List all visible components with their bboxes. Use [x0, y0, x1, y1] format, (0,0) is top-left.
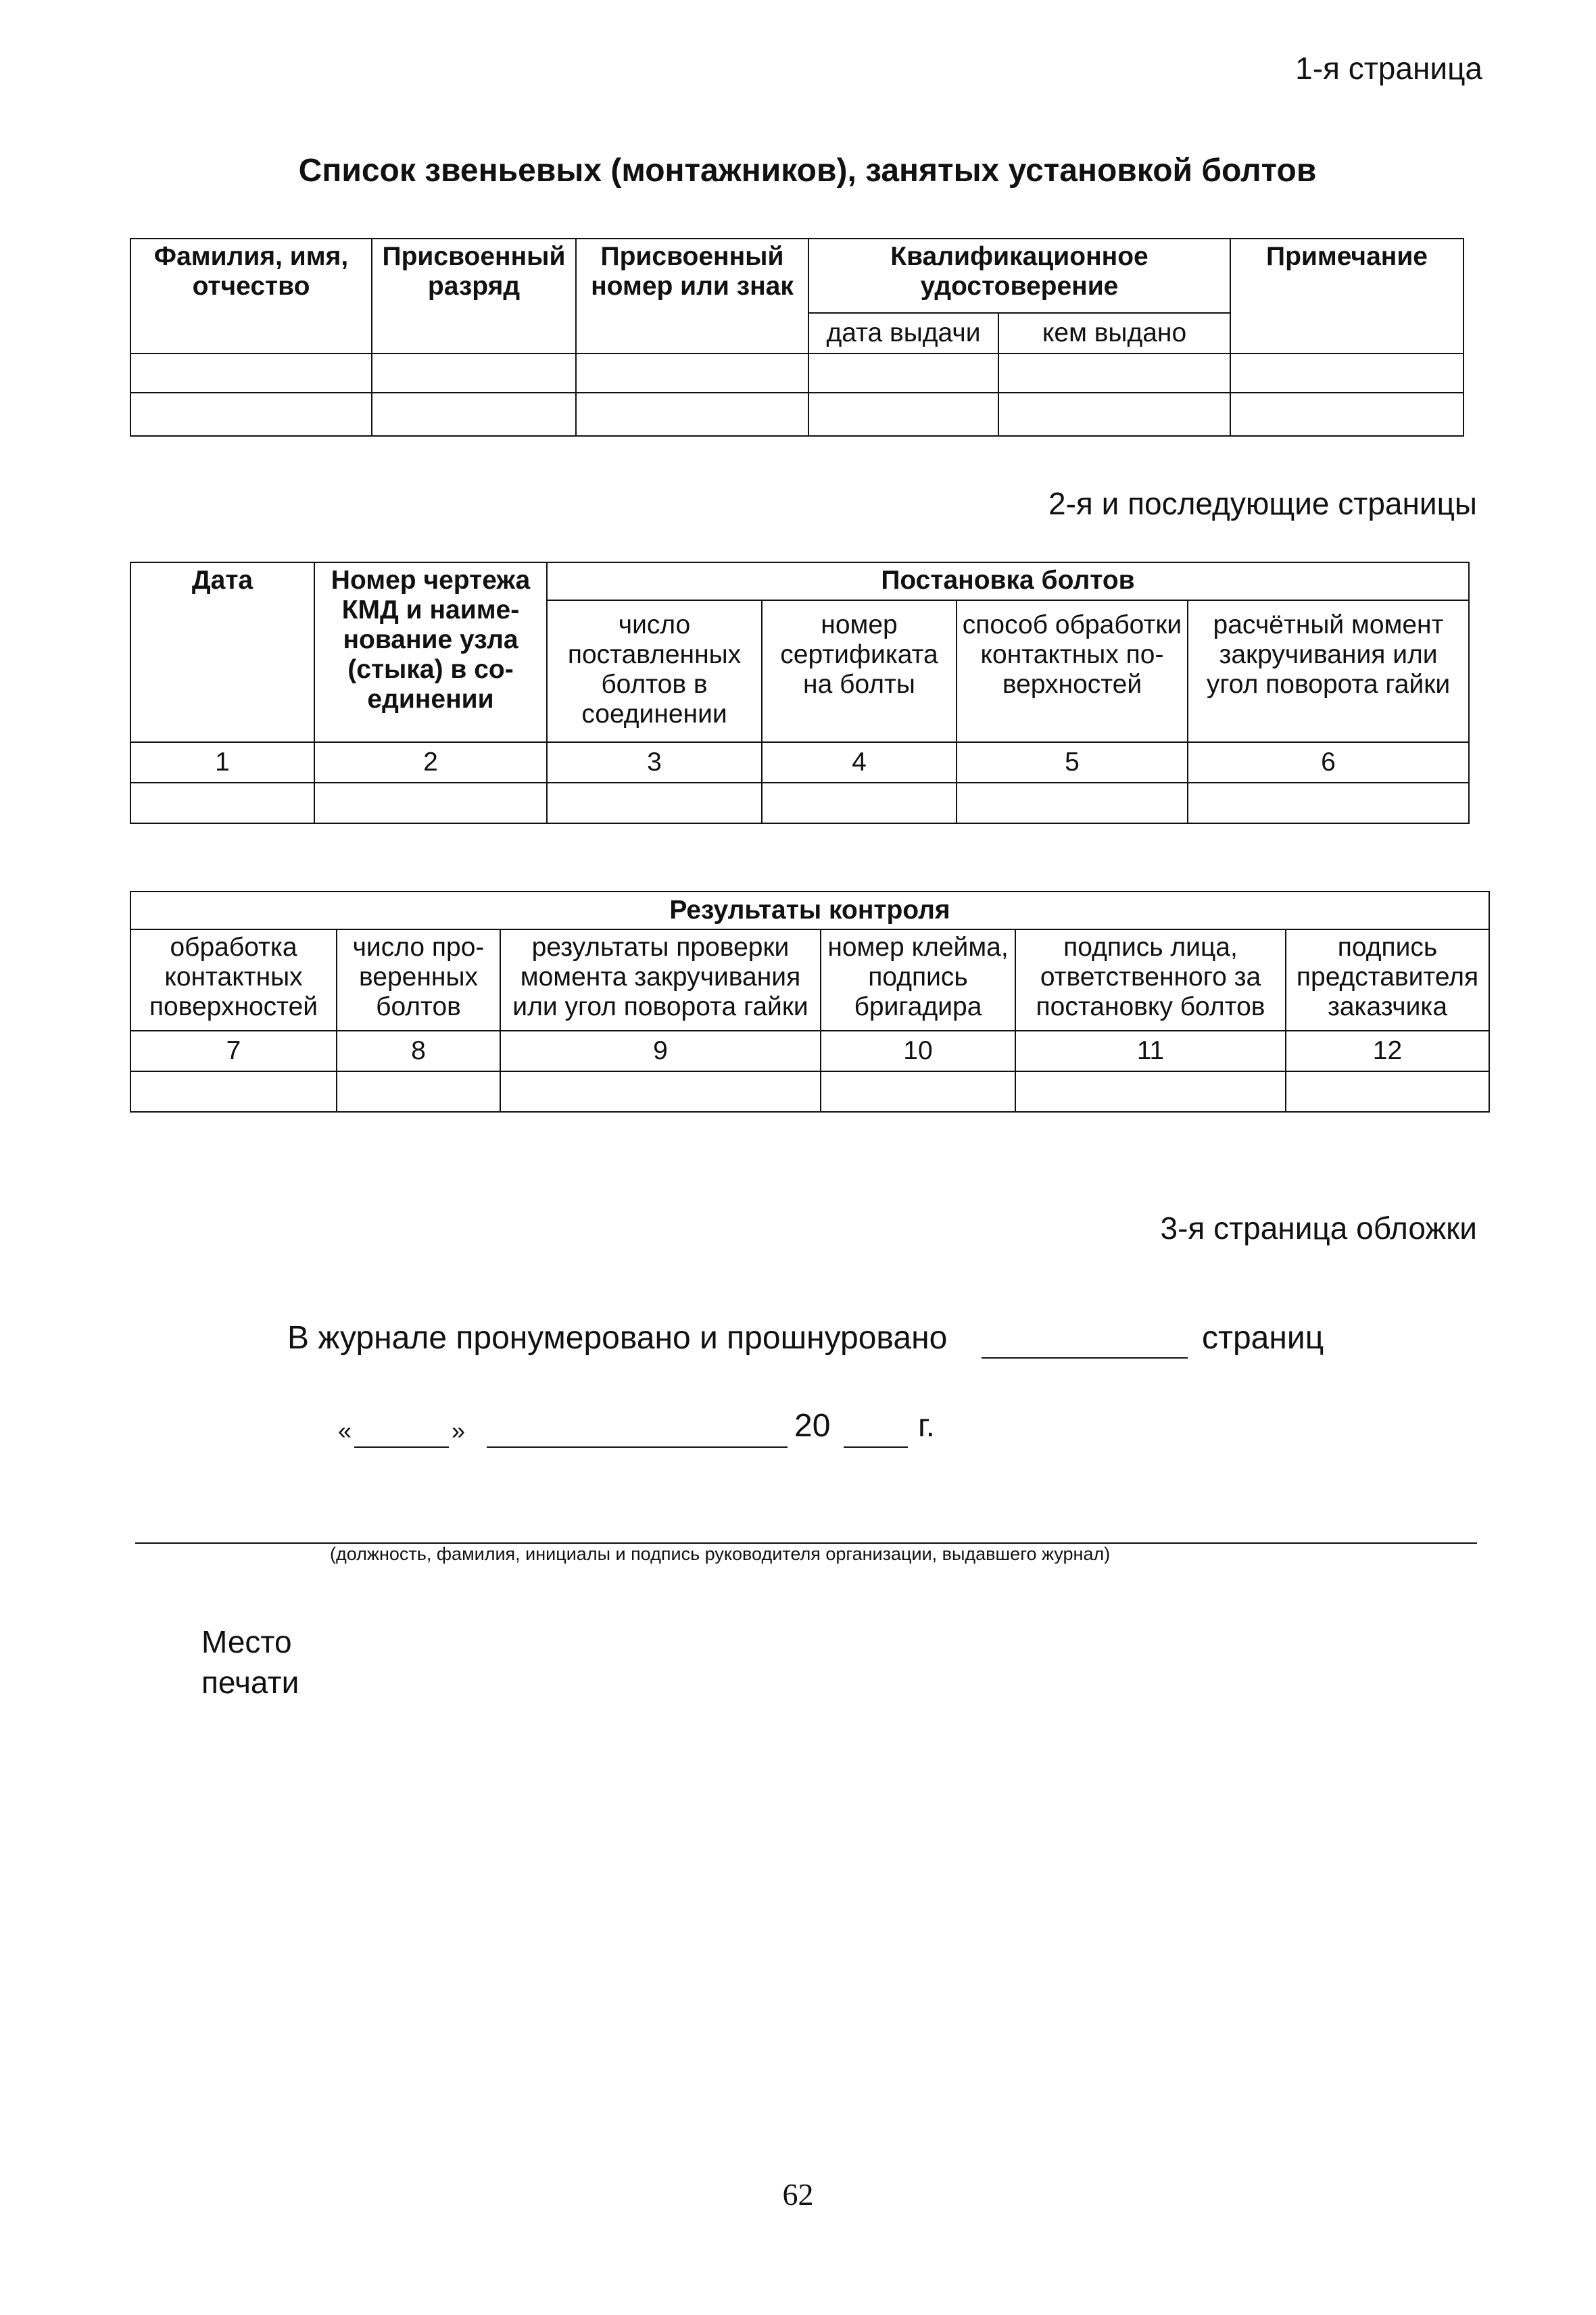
column-number: 8	[337, 1031, 500, 1071]
header-surface-treatment: обработка контактных поверхностей	[130, 929, 337, 1031]
table-cell	[372, 354, 576, 393]
header-responsible-signature: подпись лица, ответственного за постановку болтов	[1015, 929, 1286, 1031]
header-surface-method: способ обработки контактных по-верхностей	[957, 600, 1188, 742]
table-cell	[1015, 1071, 1286, 1112]
table-cell	[808, 354, 998, 393]
column-number: 6	[1188, 742, 1469, 783]
table-cell	[762, 783, 957, 823]
header-rank: Присвоенный разряд	[372, 239, 576, 354]
signature-caption: (должность, фамилия, инициалы и подпись руководителя организации, выдавшего журнал)	[330, 1544, 1111, 1564]
control-results-table	[130, 891, 1490, 1113]
column-number: 7	[130, 1031, 337, 1071]
year-suffix: г.	[918, 1408, 935, 1444]
date-line	[338, 1408, 946, 1453]
header-brand-number: номер клейма, подпись бригадира	[821, 929, 1015, 1031]
bolt-installation-table	[130, 562, 1470, 824]
day-blank	[354, 1413, 449, 1448]
header-issued-by: кем выдано	[998, 313, 1230, 354]
header-torque: расчётный момент закручивания или угол поворота гайки	[1188, 600, 1469, 742]
header-certificate: Квалификационное удостоверение	[808, 239, 1230, 313]
table-cell	[1188, 783, 1469, 823]
table-cell	[314, 783, 547, 823]
column-number: 3	[547, 742, 762, 783]
table-cell	[576, 354, 808, 393]
quote-open: «	[338, 1417, 352, 1444]
header-installation: Постановка болтов	[547, 562, 1469, 600]
table-cell	[1286, 1071, 1489, 1112]
header-torque-results: результаты проверки момента закручивания или угол поворота гайки	[500, 929, 821, 1031]
header-name: Фамилия, имя, отчество	[130, 239, 372, 354]
table-cell	[808, 393, 998, 436]
column-number: 11	[1015, 1031, 1286, 1071]
pages-word: страниц	[1202, 1320, 1324, 1356]
header-customer-signature: подпись представителя заказчика	[1286, 929, 1489, 1031]
table-row	[130, 1071, 1489, 1112]
column-number: 2	[314, 742, 547, 783]
numbered-pages-text: В журнале пронумеровано и прошнуровано	[287, 1320, 948, 1356]
signature-line	[135, 1514, 1477, 1544]
pages-count-blank	[982, 1322, 1188, 1359]
header-note: Примечание	[1230, 239, 1464, 354]
table-cell	[130, 783, 314, 823]
cover-label: 3-я страница обложки	[1160, 1211, 1477, 1246]
table-cell	[130, 393, 372, 436]
table-cell	[500, 1071, 821, 1112]
column-number: 1	[130, 742, 314, 783]
page-number: 62	[782, 2177, 814, 2212]
table-cell	[337, 1071, 500, 1112]
header-control-results: Результаты контроля	[130, 892, 1489, 929]
table-cell	[1230, 393, 1464, 436]
year-prefix: 20	[794, 1408, 831, 1444]
header-bolt-count: число поставленных болтов в соединении	[547, 600, 762, 742]
column-number: 10	[821, 1031, 1015, 1071]
table-cell	[130, 354, 372, 393]
document-title: Список звеньевых (монтажников), занятых установкой болтов	[298, 153, 1317, 189]
header-drawing: Номер чертежа КМД и наиме-нование узла (стыка) в со-единении	[314, 562, 547, 742]
table-cell	[372, 393, 576, 436]
page1-label: 1-я страница	[1295, 51, 1482, 86]
table-row	[130, 393, 1464, 436]
header-number: Присвоенный номер или знак	[576, 239, 808, 354]
header-issue-date: дата выдачи	[808, 313, 998, 354]
table-cell	[821, 1071, 1015, 1112]
table-cell	[1230, 354, 1464, 393]
column-number-row	[130, 1031, 1489, 1071]
column-number: 12	[1286, 1031, 1489, 1071]
column-number-row	[130, 742, 1469, 783]
year-blank	[844, 1413, 908, 1448]
table-cell	[998, 354, 1230, 393]
table-cell	[130, 1071, 337, 1112]
page2-label: 2-я и последующие страницы	[1048, 486, 1477, 521]
table-cell	[957, 783, 1188, 823]
quote-close: »	[452, 1417, 466, 1444]
stamp-place: Место печати	[201, 1624, 299, 1700]
column-number: 5	[957, 742, 1188, 783]
month-blank	[487, 1413, 788, 1448]
column-number: 4	[762, 742, 957, 783]
table-row	[130, 354, 1464, 393]
column-number: 9	[500, 1031, 821, 1071]
header-checked-bolts: число про-веренных болтов	[337, 929, 500, 1031]
table-cell	[547, 783, 762, 823]
table-cell	[998, 393, 1230, 436]
header-date: Дата	[130, 562, 314, 742]
header-cert-number: номер сертификата на болты	[762, 600, 957, 742]
installers-table	[130, 238, 1464, 437]
table-row	[130, 783, 1469, 823]
table-cell	[576, 393, 808, 436]
